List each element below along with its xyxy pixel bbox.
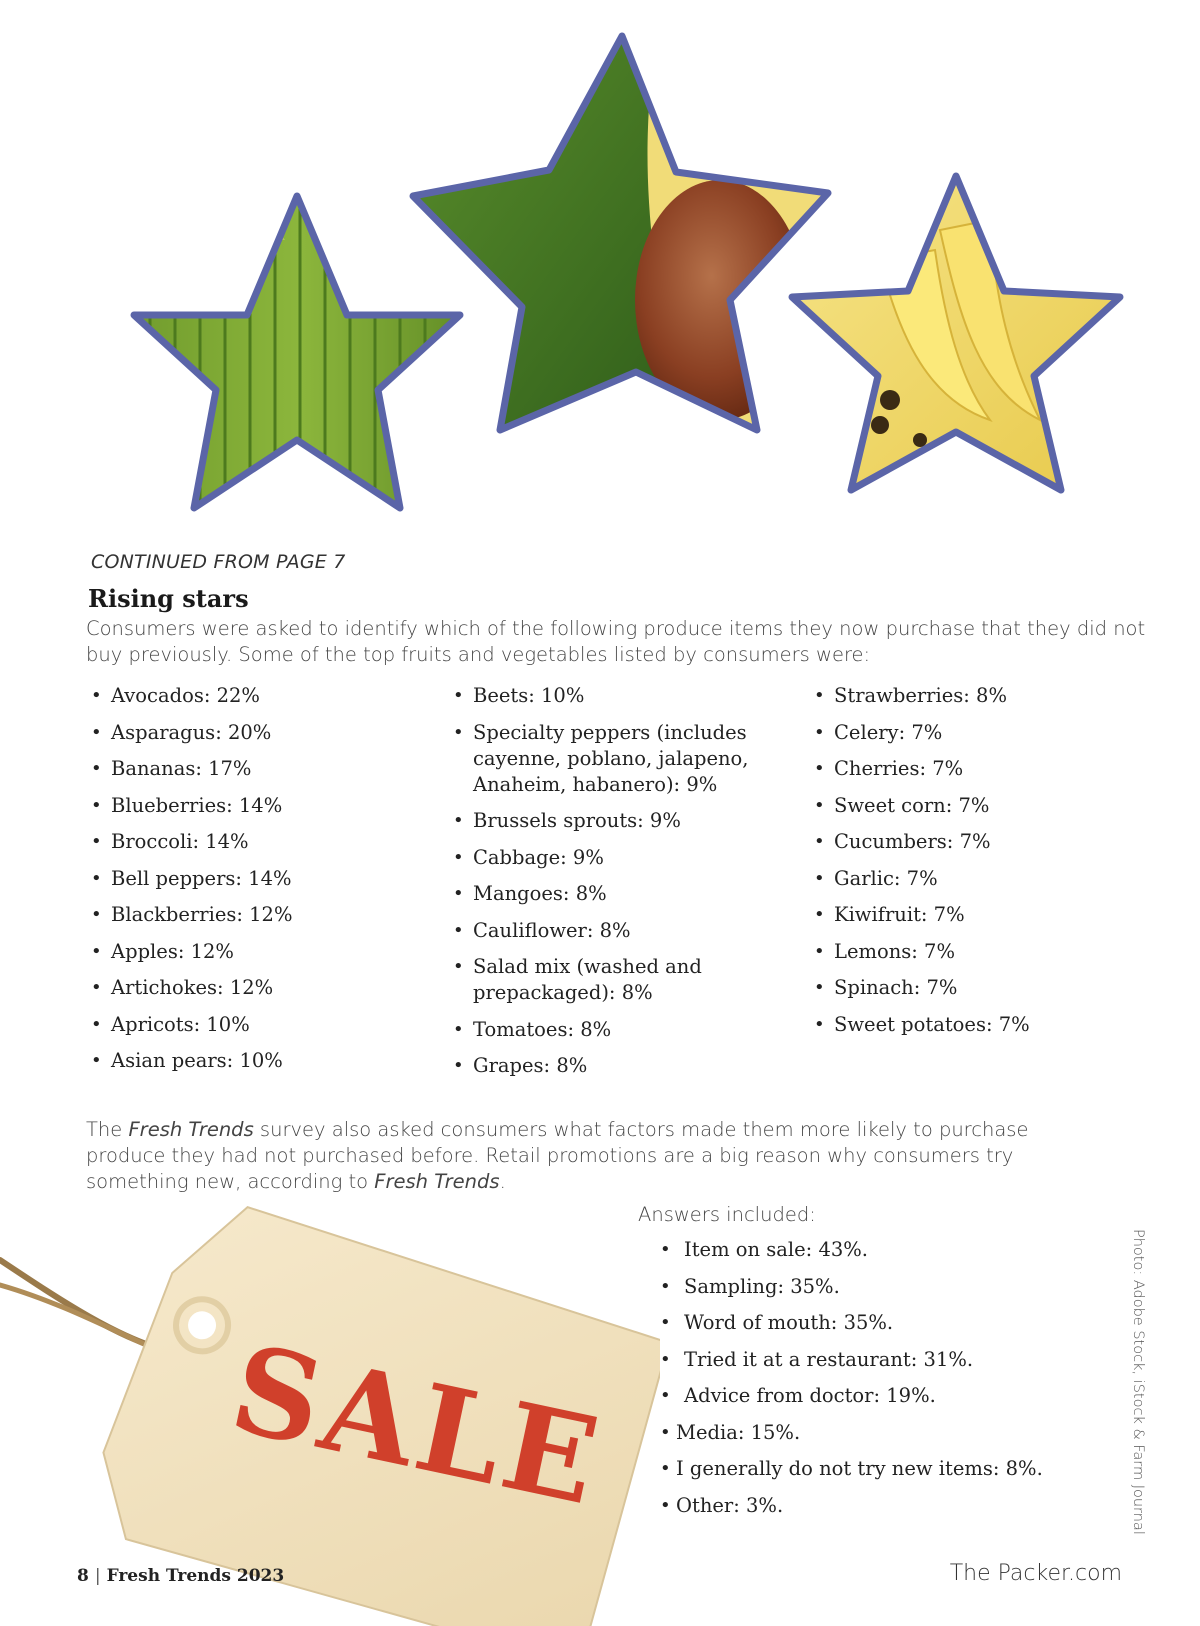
list-item: • Cauliflower: 8% [451,918,781,944]
publication-title: Fresh Trends 2023 [106,1566,285,1586]
list-item: • Salad mix (washed and prepackaged): 8% [451,954,781,1006]
list-item: • Media: 15%. [658,1420,1078,1446]
list-item: • Item on sale: 43%. [658,1237,1078,1263]
list-item: • Beets: 10% [451,683,781,709]
list-item: • Sweet potatoes: 7% [812,1012,1142,1038]
list-item: • Brussels sprouts: 9% [451,808,781,834]
list-item: • Avocados: 22% [89,683,419,709]
list-item: • Kiwifruit: 7% [812,902,1142,928]
list-item: • Word of mouth: 35%. [658,1310,1078,1336]
paragraph-text: survey also asked consumers what factors made them more likely to purchase produce they had not purchased before. Retail promotions are a big reason why consumers try something new, according to [86,1118,1029,1193]
paragraph-text: . [499,1170,506,1193]
bananas-star-image [780,170,1130,500]
produce-list-column-2 [451,683,781,1090]
list-item: • Sweet corn: 7% [812,793,1142,819]
paragraph-text: The [86,1118,129,1141]
list-item: • Lemons: 7% [812,939,1142,965]
publication-name: Fresh Trends [128,1118,254,1141]
list-item: • Strawberries: 8% [812,683,1142,709]
list-item: • Bell peppers: 14% [89,866,419,892]
list-item: • Apricots: 10% [89,1012,419,1038]
list-item: • Tried it at a restaurant: 31%. [658,1347,1078,1373]
page-footer [77,1566,284,1586]
footer-separator: | [94,1566,101,1586]
list-item: • Apples: 12% [89,939,419,965]
asparagus-star-image [120,180,480,520]
publication-name: Fresh Trends [374,1170,500,1193]
photo-credit: Photo: Adobe Stock, iStock & Farm Journal [1130,1229,1146,1535]
list-item: • Grapes: 8% [451,1053,781,1079]
list-item: • Sampling: 35%. [658,1274,1078,1300]
list-item: • Other: 3%. [658,1493,1078,1519]
list-item: • Advice from doctor: 19%. [658,1383,1078,1409]
list-item: • Cherries: 7% [812,756,1142,782]
answers-list [658,1237,1078,1529]
list-item: • Specialty peppers (includes cayenne, poblano, jalapeno, Anaheim, habanero): 9% [451,720,781,798]
list-item: • Cucumbers: 7% [812,829,1142,855]
intro-paragraph: Consumers were asked to identify which of the following produce items they now purchase that they did not buy previously. Some of the top fruits and vegetables listed by consumers were: [86,617,1146,666]
site-name: The Packer.com [949,1561,1122,1586]
sale-tag-image [0,1190,660,1626]
list-item: • Celery: 7% [812,720,1142,746]
rising-stars-illustration [0,0,1200,540]
list-item: • Asparagus: 20% [89,720,419,746]
page-number: 8 [77,1566,89,1586]
list-item: • I generally do not try new items: 8%. [658,1456,1078,1482]
list-item: • Cabbage: 9% [451,845,781,871]
sale-text: SALE [220,1318,614,1534]
list-item: • Spinach: 7% [812,975,1142,1001]
section-heading: Rising stars [88,584,249,613]
list-item: • Blackberries: 12% [89,902,419,928]
list-item: • Artichokes: 12% [89,975,419,1001]
produce-list-column-1 [89,683,419,1085]
list-item: • Blueberries: 14% [89,793,419,819]
list-item: • Broccoli: 14% [89,829,419,855]
produce-list-column-3 [812,683,1142,1048]
factors-paragraph [86,1117,1086,1195]
list-item: • Mangoes: 8% [451,881,781,907]
avocado-star-image [400,30,840,440]
continued-note: CONTINUED FROM PAGE 7 [91,551,346,573]
answers-label: Answers included: [638,1203,816,1226]
list-item: • Asian pears: 10% [89,1048,419,1074]
list-item: • Bananas: 17% [89,756,419,782]
list-item: • Tomatoes: 8% [451,1017,781,1043]
list-item: • Garlic: 7% [812,866,1142,892]
